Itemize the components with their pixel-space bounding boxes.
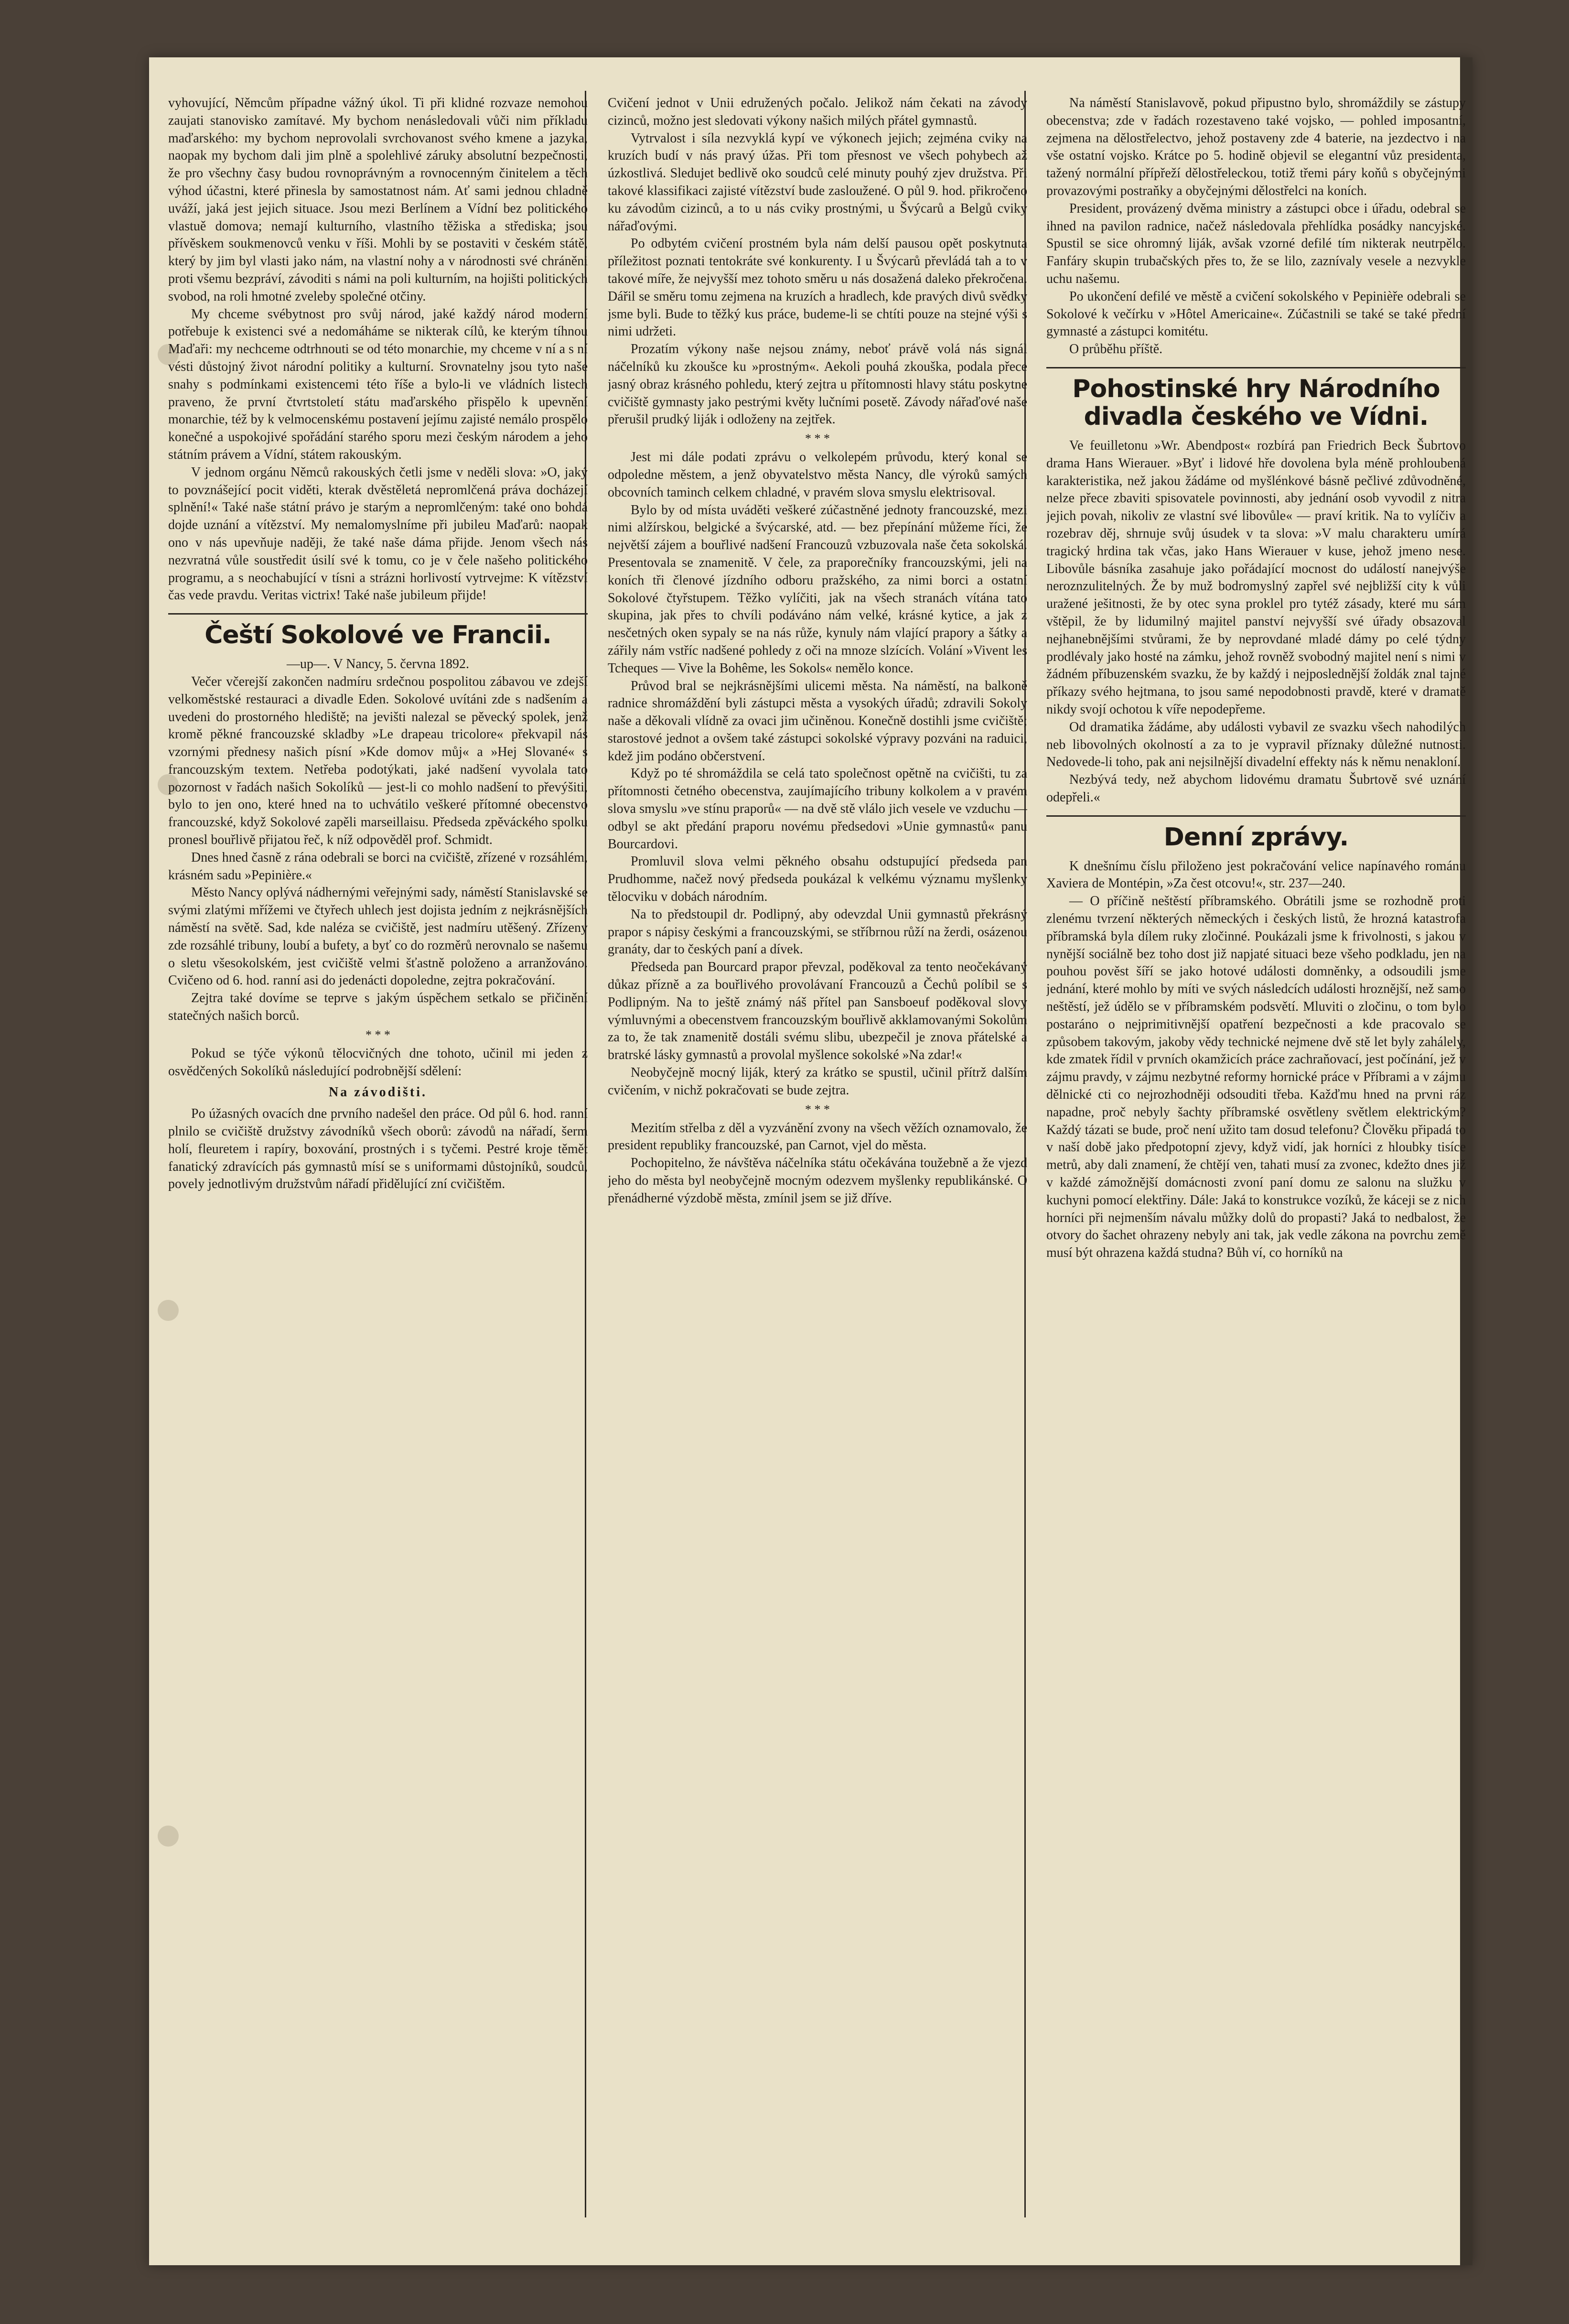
paragraph: Nezbývá tedy, než abychom lidovému dramatu Šubrtově své uznání odepřeli.« <box>1046 772 1466 805</box>
paragraph: Vytrvalost i síla nezvyklá kypí ve výkonech jejich; zejména cviky na kruzích budí v nás pravý úžas. Při tom přesnost ve všech pohybech až úzkostlivá. Sledujet bedlivě oko soudců celé minuty pouhý zjev družstva. Při takové klassifikaci zajisté vítězství bude zasloužené. O půl 9. hod. přikročeno ku závodům cizinců, a to u nás cviky prostnými, u Švýcarů a Belgů cviky nářaďovými. <box>608 130 1027 234</box>
paragraph: Město Nancy oplývá nádhernými veřejnými sady, náměstí Stanislavské se svými zlatými mřížemi ve čtyřech uhlech jest dojista jedním z nejkrásnějších náměstí na světě. Sad, kde naléza se cvičiště, jest nadmíru utěšený. Zřízeny zde rozsáhlé tribuny, loubí a bufety, a byť co do rozměrů nerovnalo se našemu o sletu všesokolském, jest cvičiště velmi šťastně položeno a arranžováno. Cvičeno od 6. hod. ranní asi do jedenácti dopoledne, zejtra pokračování. <box>168 885 588 988</box>
paragraph: Předseda pan Bourcard prapor převzal, poděkoval za tento neočekávaný důkaz přízně a za bouřlivého provolávaní Francouzů a Čechů políbil se s Podlipným. Na to ještě známý náš přítel pan Sansboeuf poděkoval slovy výmluvnými a obecenstvem francouzským bouřlivě akklamovanými Sokolům za to, že tak znamenitě dostáli svému slibu, ubezpečil je znova přátelské a bratrské lásky gymnastů a provolal myšlence sokolské »Na zdar!« <box>608 960 1027 1063</box>
paragraph: Mezitím střelba z děl a vyzvánění zvony na všech věžích oznamovalo, že president republiky francouzské, pan Carnot, vjel do města. <box>608 1120 1027 1153</box>
paragraph: Ve feuilletonu »Wr. Abendpost« rozbírá pan Friedrich Beck Šubrtovo drama Hans Wierauer. »Byť i lidové hře dovolena byla méně prohloubená karakteristika, než jakou žádáme od myšlénkové básně pečlivé zdůvodněné, nelze přece zbaviti spisovatele povinnosti, aby jednání osob vyvodil z nitra jejich povah, nikoliv ze vlastní své libovůle« — praví kritik. Na to vylíčiv a rozebrav děj, shrnuje svůj úsudek v ta slova: »V malu charakteru umírá tragický hrdina tak včas, jako Hans Wierauer v kuse, jehož jmeno nese. Libovůle básníka zasahuje jako pořádající mocnost do událostí nanejvýše neroznzulitelných. Že by muž bodromyslný zapřel své nejbližší city k vůli uražené ješitnosti, že by otec syna proklel pro tytéž zásady, které mu sám vštěpil, že by lidumilný majitel panství nejvyšší své úřady obsazoval nejhanebnějšími stvůrami, že by neprovdané mladé dámy po celé týdny prodlévaly jako hosté na zámku, jehož rovněž svobodný majitel není s nimi v žádném příbuzenském svazku, že by každý i nejposlednější žoldák znal tajné příkazy svého hejtmana, to jsou samé nepodobnosti pravdě, které v dramatě nikdy svojí ochotou k víře nepodepřeme. <box>1046 438 1466 717</box>
paragraph: K dnešnímu číslu přiloženo jest pokračování velice napínavého románu Xaviera de Montépin, »Za čest otcovu!«, str. 237—240. <box>1046 858 1466 891</box>
dateline: —up—. V Nancy, 5. června 1892. <box>286 657 470 672</box>
paragraph: Po odbytém cvičení prostném byla nám delší pausou opět poskytnuta příležitost poznati tentokráte své konkurenty. I u Švýcarů převládá tah a to v takové míře, že nejvyšší mez tohoto směru u nás dosažená daleko překročena. Dářil se směru tomu zejmena na kruzích a hradlech, kde pravých divů svědky jsme byli. Bude to těžký kus práce, budeme-li se chtíti pouze na stejné výši s nimi udržeti. <box>608 236 1027 339</box>
column-3 <box>1046 95 1466 1262</box>
paragraph: — O příčině neštěstí příbramského. Obrátili jsme se rozhodně proti zlenému tvrzení některých německých i českých listů, že hrozná katastrofa příbramská byla dílem ruky zločinné. Poukázali jsme k frivolnosti, s jakou v nynější sociálně bez toho dost již napjaté situaci beze všeho podkladu, jen na pouhou pověst šíří se jako hotové události domněnky, a odsoudili jsme jednání, které mohlo by míti ve svých následcích události hroznější, než samo neštěstí, jež údělo se v příbramském podsvětí. Mluviti o zločinu, o tom bylo postaráno o nejprimitivnější opatření bezpečnosti a kde pracovalo se způsobem takovým, jakoby vědy technické nejmene dvě stě let byly zahálely, kde zmatek řídil v prvních okamžicích práce zachraňovací, jest počínání, jež v zájmu pravdy, v zájmu nezbytné reformy hornické práce v Příbrami a v zájmu dělnické cti co nejrozhodněji odsouditi třeba. Kažďmu hned na prvni ráz napadne, proč nebyly šachty příbramské osvětleny světlem elektrickým? Každý tázati se bude, proč není užito tam dosud telefonu? Člověku připadá to v naší době jako předpotopní zjevy, když vidí, jak horníci z hloubky tisíce metrů, aby dali znamení, že chtějí ven, tahati musí za zvonec, kdežto dnes již v každé zámožnější domácnosti zvoní paní domu ze salonu na služku v kuchyni pomocí elektřiny. Dále: Jaká to konstrukce vozíků, že káceji se z nich horníci při nejmenším návalu můžky dolů do propasti? Jaká to nedbalost, že otvory do šachet ohrazeny nebyly ani tak, jak vedle zákona na povrchu země musí být ohrazena každá studna? Bůh ví, co horníků na <box>1046 894 1466 1261</box>
paragraph: Promluvil slova velmi pěkného obsahu odstupující předseda pan Prudhomme, načež nový předseda poukázal k velkému významu myšlenky tělocviku v dobách národním. <box>608 854 1027 905</box>
paragraph: Pokud se týče výkonů tělocvičných dne tohoto, učinil mi jeden z osvědčených Sokolíků následující podrobnější sdělení: <box>168 1046 588 1079</box>
paragraph: vyhovující, Němcům případne vážný úkol. Ti při klidné rozvaze nemohou zaujati stanovisko zamítavé. My bychom nenásledovali vůči nim příkladu maďarského: my bychom neprovolali svrchovanost svého kmene a jazyka, naopak my bychom dali jim plně a spolehlivé záruky absolutní bezpečnosti, že pro všechny časy budou rovnoprávným a rovnocenným činitelem a těch výhod účastni, které přinesla by samostatnost nám. Ať sami jednou chladně uváží, jaká jest jejich situace. Jsou mezi Berlínem a Vídní bez politického vlastuě domova; nemají kulturního, vlastního těžiska a střediska; jsou přívěskem soukmenovců venku v říši. Mohli by se postaviti v českém státě, který by jim byl vlasti jako nám, na vlastní nohy a v národnosti své chráněni proti všemu bezpráví, závoditi s námi na poli kulturním, na hojišti politických svobod, na roli hmotné zveleby společné otčiny. <box>168 96 588 304</box>
paragraph: Průvod bral se nejkrásnějšími ulicemi města. Na náměstí, na balkoně radnice shromáždění byli zástupci města a vysokých úřadů; zdravili Sokoly naše a děkovali vlídně za ovaci jim učiněnou. Konečně dostihli jsme cvičiště; starostové jednot a ovšem také zástupci sokolské výpravy pozváni na raduici, kdež jim podáno občerstvení. <box>608 678 1027 764</box>
paragraph: O průběhu příště. <box>1069 342 1163 357</box>
paragraph: Po úžasných ovacích dne prvního nadešel den práce. Od půl 6. hod. ranní plnilo se cvičiště družstvy závodníků všech oborů: závodů na nářadí, šerm holí, fleuretem i rapíry, boxování, prostných i s tyčemi. Pestré kroje těmět fanatický zdravících pás gymnastů mísí se s uniformami důstojníků, soudců, povely jednotlivým družstvům nářadí přidělující zní cvičištěm. <box>168 1106 588 1192</box>
section-divider: * * * <box>365 1027 390 1042</box>
paragraph: President, provázený dvěma ministry a zástupci obce i úřadu, odebral se ihned na pavilon radnice, načež následovala přehlídka posádky nancyjské. Spustil se sice ohromný liják, avšak vzorné defilé tím nikterak neutrpělo. Fanfáry skupin trubačských přes to, že se lilo, zaznívaly vesele a nezvykle uchu našemu. <box>1046 201 1466 286</box>
column-2 <box>608 95 1027 1208</box>
paragraph: Večer včerejší zakončen nadmíru srdečnou pospolitou zábavou ve zdejší velkoměstské restauraci a divadle Eden. Sokolové uvítáni zde s nadšením a uvedeni do prostorného hlediště; na jevišti nalezal se pěvecký spolek, jenž kromě pěkné francouzské skladby »Le drapeau tricolore« překvapil nás vzornými přednesy našich písní »Kde domov můj« a »Hej Slované« s francouzským textem. Netřeba podotýkati, jaké nadšení vyvolala tato pozornost v řadách našich Sokolíků — jest-li co mohlo nadšení to převýšiti, bylo to jen ono, které hned na to uchvátilo veškeré přítomné obecenstvo francouzské, když Sokolové zapěli marseillaisu. Předseda zpěváckého spolku pronesl bouřlivě přijatou řeč, k níž odpověděl prof. Schmidt. <box>168 674 588 848</box>
newspaper-page <box>149 57 1472 2265</box>
paragraph: Po ukončení defilé ve městě a cvičení sokolského v Pepinièře odebrali se Sokolové k večírku v »Hôtel Americaine«. Zúčastnili se také se také přední gymnasté a zástupci komitétu. <box>1046 289 1466 339</box>
article-heading: Pohostinské hry Národního divadla českého ve Vídni. <box>1046 367 1466 431</box>
column-1 <box>168 95 588 1193</box>
paragraph: Cvičení jednot v Unii edružených počalo. Jelikož nám čekati na závody cizinců, možno jest sledovati výkony našich milých přátel gymnastů. <box>608 96 1027 128</box>
paragraph: Na to předstoupil dr. Podlipný, aby odevzdal Unii gymnastů překrásný prapor s nápisy českými a francouzskými, se stříbrnou růží na žerdi, osázenou granáty, dar to českých paní a dívek. <box>608 907 1027 957</box>
paragraph: Bylo by od místa uváděti veškeré zúčastněné jednoty francouzské, mezi nimi alžírskou, belgické a švýcarské, atd. — bez přepínání můžeme říci, že největší zájem a bouřlivé nadšení Francouzů vzbuzovala naše četa sokolská. Presentovala se znamenitě. V čele, za praporečníky francouzskými, jeli na koních tři členové jízdního odboru pražského, za nimi borci a ostatní Sokolové čtyřstupem. Těžko vylíčiti, jak na všech stranách vítána tato skupina, jak přes to chvíli podáváno nám velké, krásné kytice, a jak z nesčetných oken sypaly se na nás růže, kynuly nám vlající prapory a šátky a zářily nám vstříc nadšené pohledy z oči na mnoze slzících. Volání »Vivent les Tcheques — Vive la Bohême, les Sokols« nemělo konce. <box>608 502 1027 676</box>
article-heading: Čeští Sokolové ve Francii. <box>168 613 588 649</box>
paragraph: Když po té shromáždila se celá tato společnost opětně na cvičišti, tu za přítomnosti četného obecenstva, zaujímajícího tribuny kolkolem a v pravém slova smyslu »ve stínu praporů« — na dvě stě vlálo jich vesele ve vzduchu — odbyl se akt předání praporu novému předsedovi »Unie gymnastů« panu Bourcardovi. <box>608 766 1027 852</box>
paragraph: Neobyčejně mocný liják, který za krátko se spustil, učinil přítrž dalším cvičením, v nichž pokračovati se bude zejtra. <box>608 1065 1027 1098</box>
paragraph: Dnes hned časně z rána odebrali se borci na cvičiště, zřízené v rozsáhlém, krásném sadu »Pepinière.« <box>168 850 588 883</box>
paragraph: Prozatím výkony naše nejsou známy, neboť právě volá nás signál náčelníků ku zkoušce ku »prostným«. Aekoli pouhá zkouška, podala přece jasný obraz krásného pohledu, který zejtra u přítomnosti hlavy státu poskytne cvičiště gymnasty jako pestrými květy lučními posetě. Závody nářaďové naše přerušil prudký liják i odloženy na zejtřek. <box>608 342 1027 427</box>
paragraph: Zejtra také dovíme se teprve s jakým úspěchem setkalo se přičinění statečných našich borců. <box>168 991 588 1024</box>
section-divider: * * * <box>805 1102 830 1116</box>
paragraph: Pochopitelno, že návštěva náčelníka státu očekávána toužebně a že vjezd jeho do města byl neobyčejně mocným odezvem myšlenky republikánské. O přenádherné výzdobě města, zmínil jsem se již dříve. <box>608 1156 1027 1206</box>
section-divider: * * * <box>805 432 830 446</box>
paragraph: V jednom orgánu Němců rakouských četli jsme v neděli slova: »O, jaký to povznášející pocit viděti, kterak dvěstěletá nepromlčená práva docházejí splnění!« Také naše státní právo je starým a nepromlčeným: také ono bohdá dojde uznání a vítězství. My nemalomyslníme při jubileu Maďarů: naopak ono v nás upevňuje naději, že také naše dáma přijde. Jenom všech nás nezvratná vůle soustředit úsilí své k tomu, co je v čele našeho politického programu, a s neochabující v tísni a strázni horlivostí vytrvejme: K vítězství čas vede pravdu. Veritas victrix! Také naše jubileum přijde! <box>168 465 588 603</box>
paragraph: Od dramatika žádáme, aby události vybavil ze svazku všech nahodilých neb libovolných okolností a za to je vypravil příznaky důležné nutnosti. Nedovede-li toho, pak ani nejsilnější divadelní effekty nás k němu nenakloní. <box>1046 719 1466 770</box>
paragraph: Na náměstí Stanislavově, pokud připustno bylo, shromáždily se zástupy obecenstva; zde v řadách rozestaveno také vojsko, — pohled imposantní, zejmena na dělostřelectvo, jehož postaveny zde 4 baterie, na jezdectvo i na vše ostatní vojsko. Krátce po 5. hodině objevil se elegantní vůz presidenta, tažený normální přípřeží dělostřeleckou, totiž třemi páry koňů s obyčejnými provazovými postraňky a obyčejnými dělostřelci na koních. <box>1046 96 1466 198</box>
paragraph: Jest mi dále podati zprávu o velkolepém průvodu, který konal se odpoledne městem, a jenž obyvatelstvo města Nancy, dle výroků samých obcovních taminch celkem chladné, v pravém slova smyslu elektrisoval. <box>608 450 1027 500</box>
paragraph: My chceme svébytnost pro svůj národ, jaké každý národ moderní potřebuje k existenci své a nedomáháme se nikterak cílů, ke kterým tíhnou Maďaři: my nechceme odtrhnouti se od této monarchie, my chceme v ní a s ní vésti důstojný život národní politiky a kulturní. Srovnatelny jsou tyto naše snahy s podmínkami existencemi této říše a bylo-li ve vládních listech praveno, že první čtvrtstoletí státu maďarského přispělo k upevnění monarchie, též by k velmocenskému postavení jejímu zajisté nemálo prospělo konečné a uspokojivé spořádání starého sporu mezi českým národem a jeho státním právem a Vídní, státem rakouským. <box>168 306 588 462</box>
subheading: Na závodišti. <box>329 1085 427 1100</box>
section-heading: Denní zprávy. <box>1046 815 1466 851</box>
